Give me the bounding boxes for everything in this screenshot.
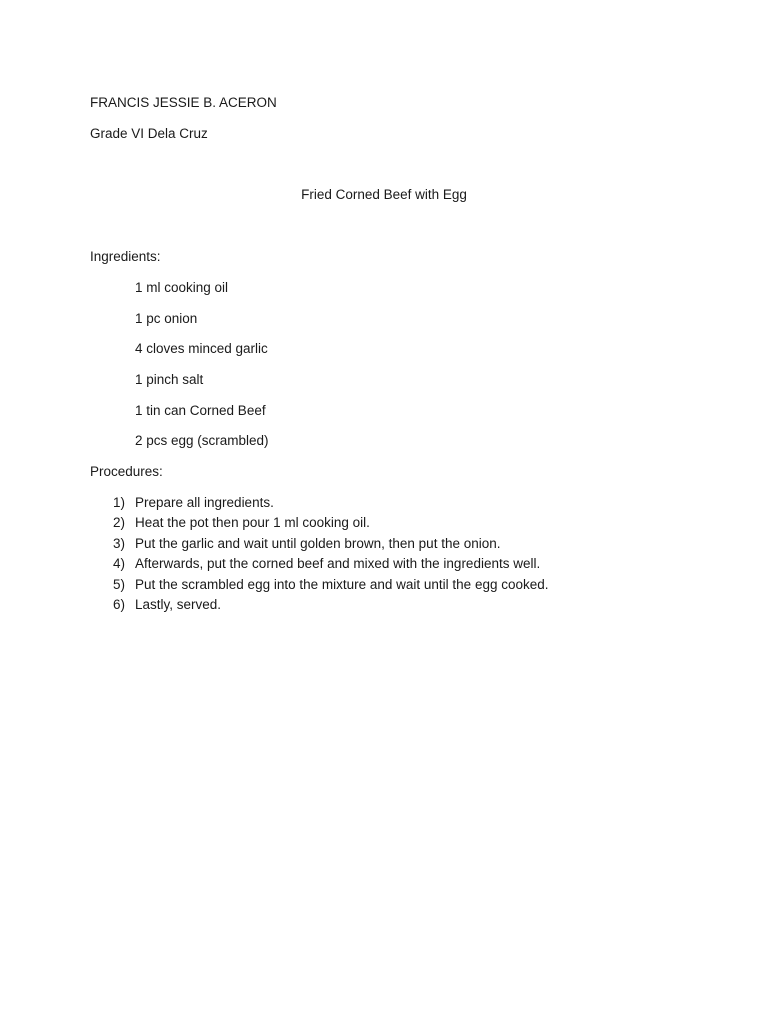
step-number: 5): [112, 576, 125, 592]
step-text: Put the scrambled egg into the mixture and wait until the egg cooked.: [135, 576, 549, 592]
step-number: 4): [112, 556, 125, 572]
procedure-step: [90, 596, 549, 616]
ingredient-item: 1 ml cooking oil: [135, 280, 229, 295]
author-name: FRANCIS JESSIE B. ACERON: [90, 95, 277, 110]
ingredients-heading: Ingredients:: [90, 249, 161, 264]
step-text: Heat the pot then pour 1 ml cooking oil.: [135, 515, 370, 531]
procedure-step: [90, 514, 549, 534]
step-text: Afterwards, put the corned beef and mixed with the ingredients well.: [135, 556, 541, 572]
ingredients-list: [135, 279, 269, 463]
step-text: Lastly, served.: [135, 596, 222, 612]
ingredient-item: 1 pinch salt: [135, 372, 204, 388]
ingredient-item: 4 cloves minced garlic: [135, 341, 268, 357]
procedures-heading: Procedures:: [90, 464, 163, 479]
procedure-step: [90, 555, 549, 575]
step-text: Prepare all ingredients.: [135, 495, 274, 510]
recipe-title: Fried Corned Beef with Egg: [301, 187, 467, 202]
procedures-list: [90, 494, 549, 616]
step-number: 2): [112, 515, 125, 531]
procedure-step: [90, 535, 549, 555]
ingredient-item: 1 pc onion: [135, 310, 198, 326]
step-number: 6): [112, 596, 125, 612]
step-number: 3): [112, 535, 125, 551]
ingredient-item: 1 tin can Corned Beef: [135, 402, 266, 418]
step-text: Put the garlic and wait until golden brown, then put the onion.: [135, 535, 501, 551]
procedure-step: [90, 576, 549, 596]
step-number: 1): [112, 495, 125, 510]
procedure-step: [90, 494, 549, 514]
ingredient-item: 2 pcs egg (scrambled): [135, 433, 269, 449]
grade-section: Grade VI Dela Cruz: [90, 126, 208, 141]
